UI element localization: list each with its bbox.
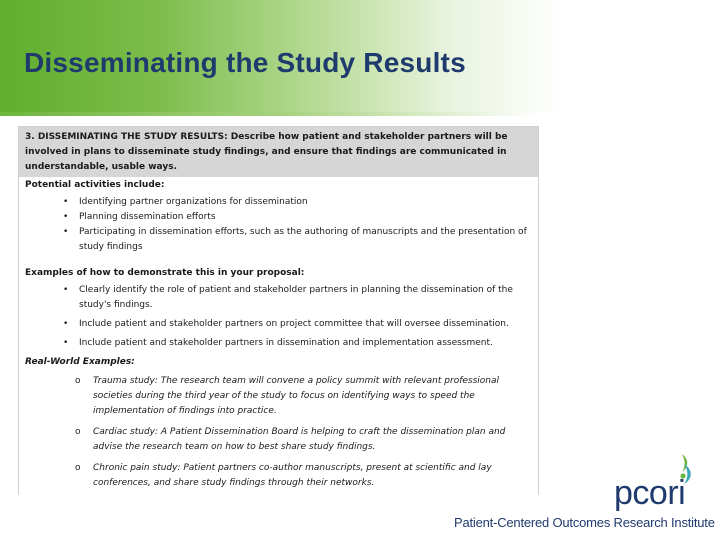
list-item: [25, 374, 532, 419]
list-item-text: Include patient and stakeholder partners on project committee that will oversee dissemination.: [79, 319, 509, 329]
list-item-text: Include patient and stakeholder partners in dissemination and implementation assessment.: [79, 338, 493, 348]
circle-bullet-icon: o: [75, 427, 81, 437]
list-item: [25, 461, 532, 491]
real-world-examples-list: [25, 374, 532, 491]
list-item-text: Identifying partner organizations for dissemination: [79, 197, 308, 207]
list-item-text: Cardiac study: A Patient Dissemination Board is helping to craft the dissemination plan and advise the research team on how to best share study findings.: [93, 427, 506, 452]
bullet-icon: •: [63, 227, 69, 237]
examples-label: Examples of how to demonstrate this in your proposal:: [25, 268, 305, 278]
list-item: [25, 225, 532, 255]
bullet-icon: •: [63, 197, 69, 207]
header-divider: [0, 112, 720, 116]
list-item: [25, 210, 532, 225]
list-item: [25, 195, 532, 210]
bullet-icon: •: [63, 212, 69, 222]
list-item-text: Clearly identify the role of patient and stakeholder partners in planning the dissemination of the study's findings.: [79, 285, 513, 310]
list-item-text: Participating in dissemination efforts, such as the authoring of manuscripts and the presentation of study findings: [79, 227, 527, 252]
organization-tagline: Patient-Centered Outcomes Research Institute: [454, 515, 715, 530]
circle-bullet-icon: o: [75, 376, 81, 386]
list-item-text: Planning dissemination efforts: [79, 212, 216, 222]
pcori-logo-wordmark: pcori: [614, 474, 686, 512]
document-excerpt: [18, 126, 539, 495]
potential-activities-list: [25, 195, 532, 255]
real-world-examples-label: Real-World Examples:: [25, 357, 135, 367]
potential-activities-label: Potential activities include:: [25, 180, 165, 190]
bullet-icon: •: [63, 338, 69, 348]
document-body: [19, 177, 538, 491]
list-item: [25, 317, 532, 332]
list-item: [25, 425, 532, 455]
examples-list: [25, 283, 532, 351]
list-item-text: Chronic pain study: Patient partners co-author manuscripts, present at scientific and lay conferences, and share study findings through their networks.: [93, 463, 492, 488]
circle-bullet-icon: o: [75, 463, 81, 473]
document-section-header: 3. DISSEMINATING THE STUDY RESULTS: Describe how patient and stakeholder partners will be involved in plans to disseminate study findings, and ensure that findings are communicated in understandable, usable ways.: [19, 127, 538, 177]
bullet-icon: •: [63, 319, 69, 329]
list-item-text: Trauma study: The research team will convene a policy summit with relevant professional societies during the third year of the study to focus on identifying ways to speed the implementation of findings into practice.: [93, 376, 500, 416]
list-item: [25, 336, 532, 351]
bullet-icon: •: [63, 285, 69, 295]
slide-title: Disseminating the Study Results: [24, 47, 466, 78]
list-item: [25, 283, 532, 313]
